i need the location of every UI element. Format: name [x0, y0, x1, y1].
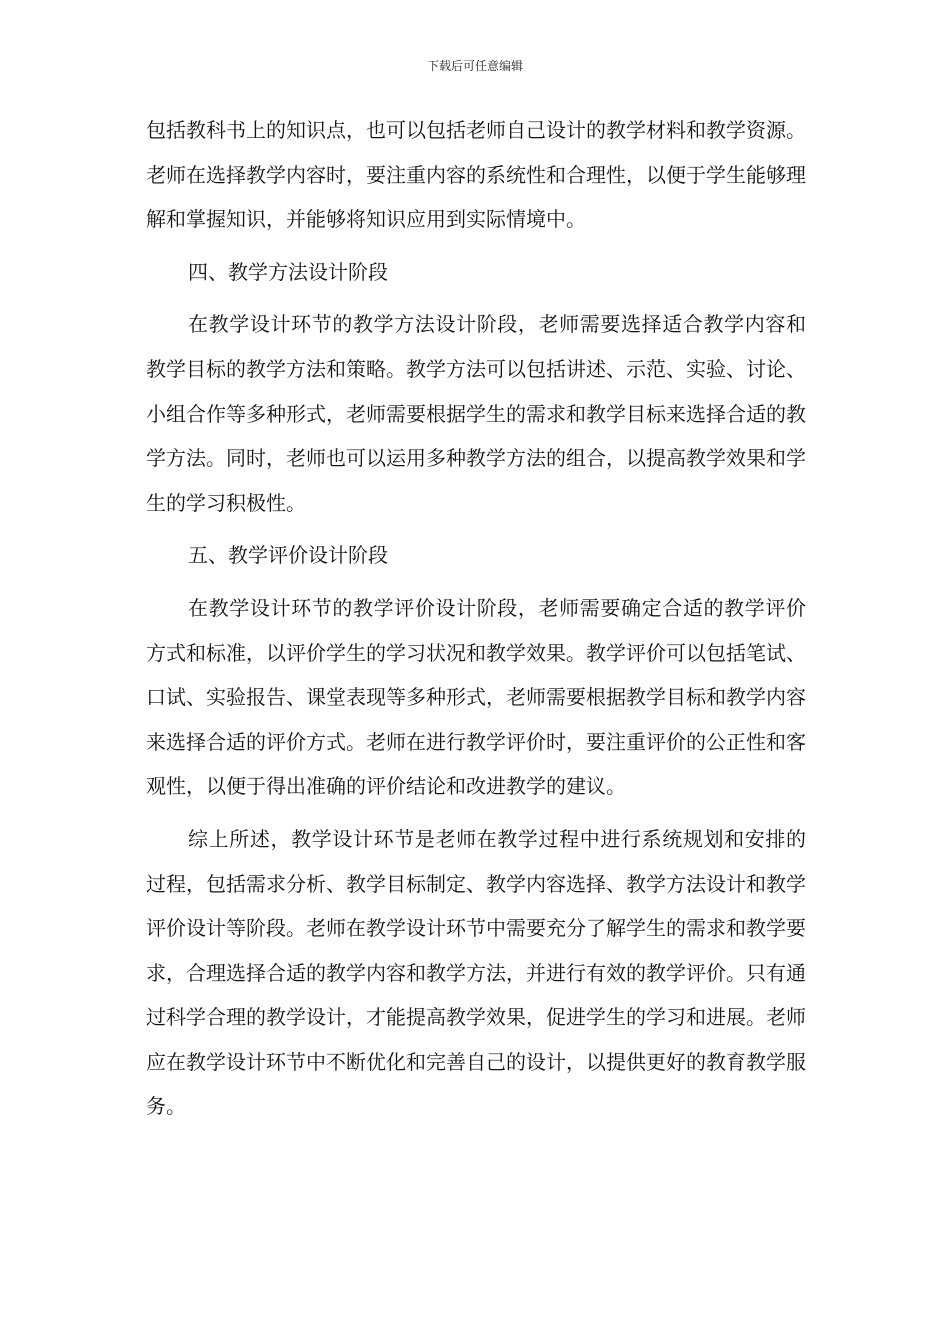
document-body — [146, 108, 806, 1137]
paragraph-summary: 综上所述，教学设计环节是老师在教学过程中进行系统规划和安排的过程，包括需求分析、教学目标制定、教学内容选择、教学方法设计和教学评价设计等阶段。老师在教学设计环节中需要充分了解学生的需求和教学要求，合理选择合适的教学内容和教学方法，并进行有效的教学评价。只有通过科学合理的教学设计，才能提高教学效果，促进学生的学习和进展。老师应在教学设计环节中不断优化和完善自己的设计，以提供更好的教育教学服务。 — [146, 826, 806, 1119]
page-header: 下载后可任意编辑 — [426, 59, 523, 73]
paragraph-teaching-methods: 在教学设计环节的教学方法设计阶段，老师需要选择适合教学内容和教学目标的教学方法和策略。教学方法可以包括讲述、示范、实验、讨论、小组合作等多种形式，老师需要根据学生的需求和教学目标来选择合适的教学方法。同时，老师也可以运用多种教学方法的组合，以提高教学效果和学生的学习积极性。 — [146, 312, 806, 515]
section-heading-teaching-evaluation: 五、教学评价设计阶段 — [188, 543, 388, 568]
section-heading-teaching-methods: 四、教学方法设计阶段 — [188, 259, 388, 284]
paragraph-teaching-evaluation: 在教学设计环节的教学评价设计阶段，老师需要确定合适的教学评价方式和标准，以评价学生的学习状况和教学效果。教学评价可以包括笔试、口试、实验报告、课堂表现等多种形式，老师需要根据教学目标和教学内容来选择合适的评价方式。老师在进行教学评价时，要注重评价的公正性和客观性，以便于得出准确的评价结论和改进教学的建议。 — [146, 595, 806, 799]
paragraph-continuation: 包括教科书上的知识点，也可以包括老师自己设计的教学材料和教学资源。老师在选择教学内容时，要注重内容的系统性和合理性，以便于学生能够理解和掌握知识，并能够将知识应用到实际情境中。 — [146, 118, 806, 232]
